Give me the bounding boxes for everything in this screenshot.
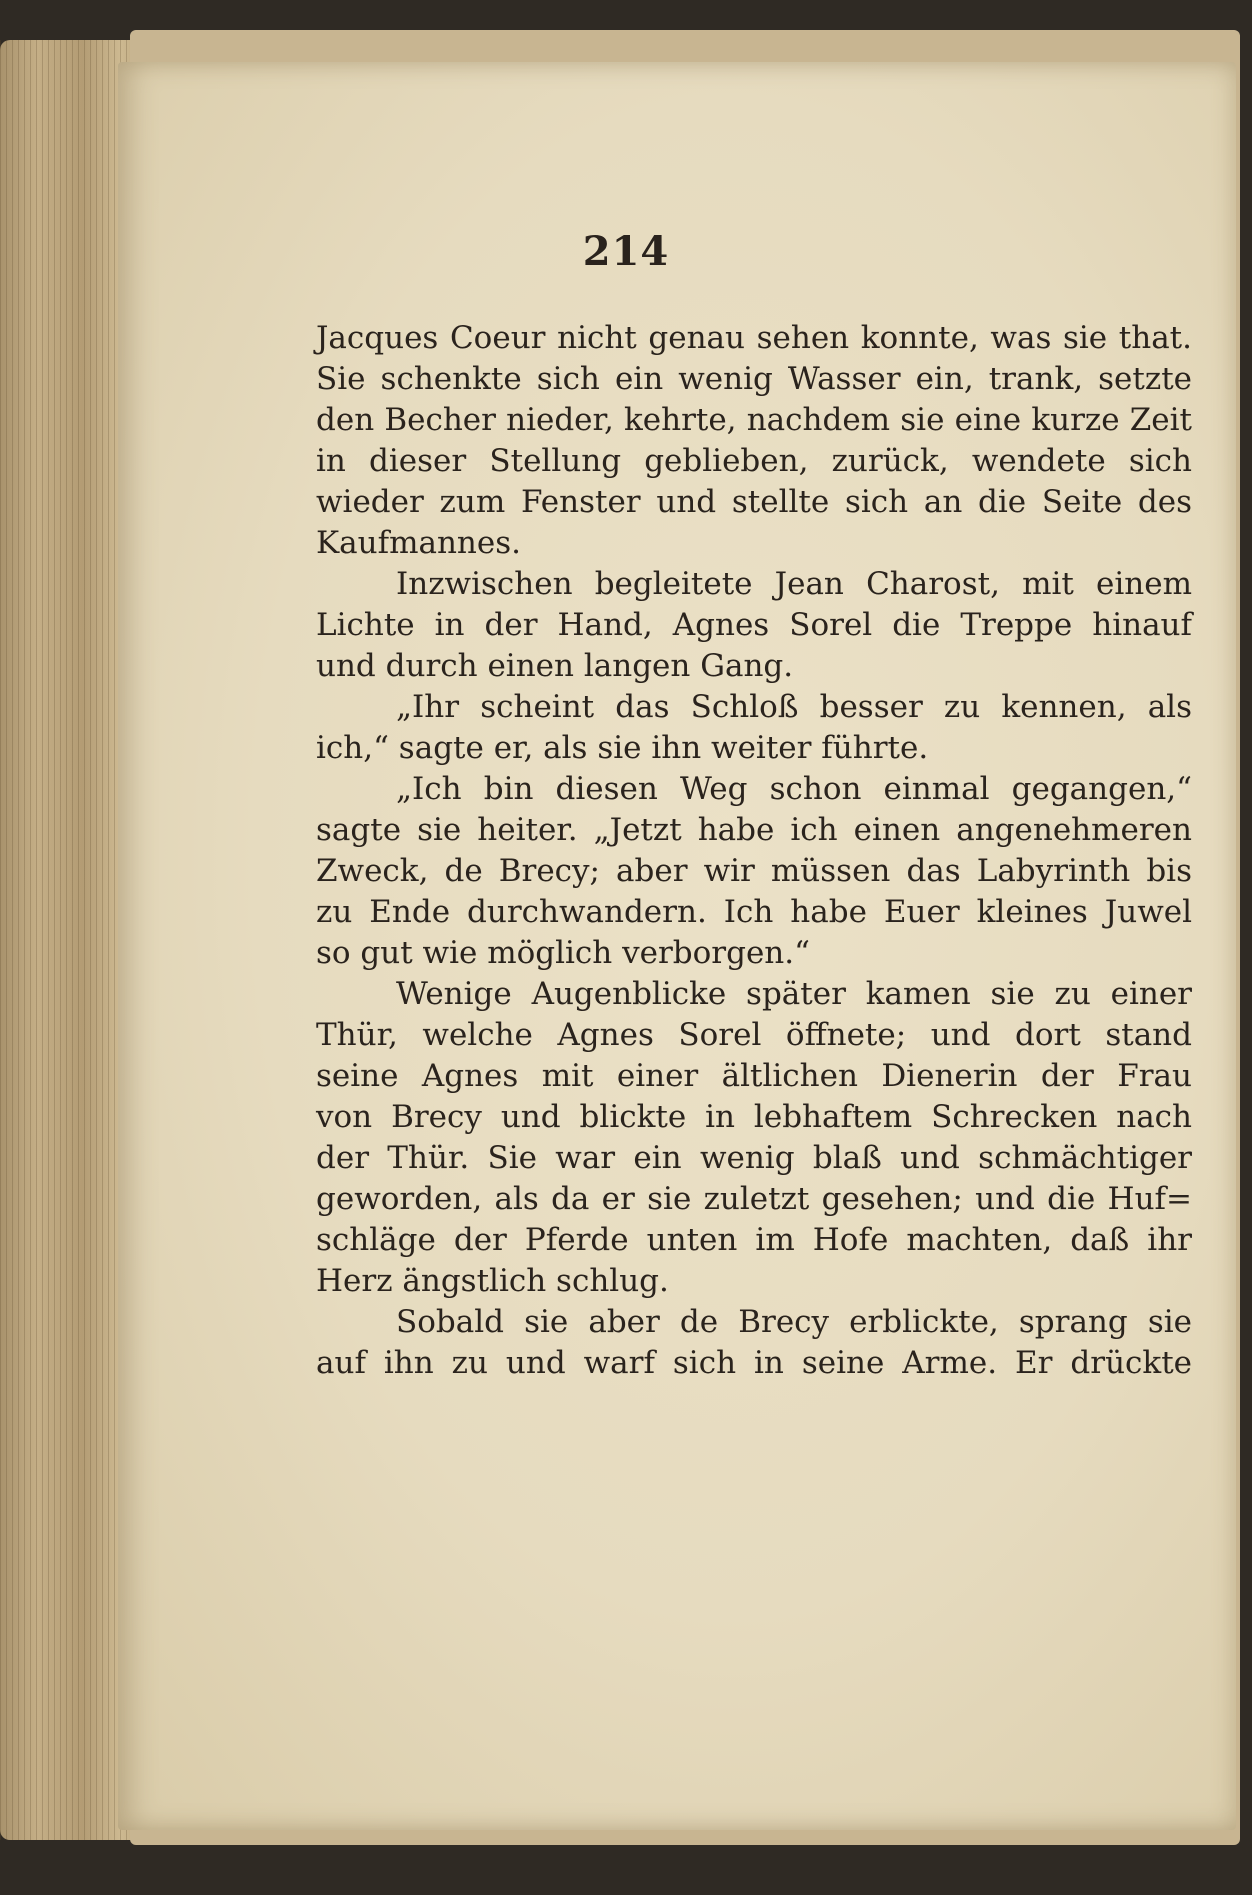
text-line: Inzwischen begleitete Jean Charost, mit einem [396, 566, 1192, 602]
text-line: auf ihn zu und warf sich in seine Arme. Er drückte [316, 1345, 1192, 1381]
page-text [316, 318, 1192, 1384]
text-line: Herz ängstlich schlug. [316, 1263, 669, 1299]
text-line: Thür, welche Agnes Sorel öffnete; und dort stand [316, 1017, 1192, 1053]
text-line: seine Agnes mit einer ältlichen Dienerin der Frau [316, 1058, 1192, 1094]
text-line: der Thür. Sie war ein wenig blaß und schmächtiger [316, 1140, 1192, 1176]
text-line: schläge der Pferde unten im Hofe machten, daß ihr [316, 1222, 1192, 1258]
text-line: Wenige Augenblicke später kamen sie zu einer [396, 976, 1192, 1012]
text-line: geworden, als da er sie zuletzt gesehen; und die Huf= [316, 1181, 1192, 1217]
page-number: 214 [582, 228, 670, 275]
text-line: Jacques Coeur nicht genau sehen konnte, was sie that. [316, 320, 1192, 356]
text-line: so gut wie möglich verborgen.“ [316, 935, 810, 971]
text-line: von Brecy und blickte in lebhaftem Schrecken nach [316, 1099, 1192, 1135]
text-line: Lichte in der Hand, Agnes Sorel die Treppe hinauf [316, 607, 1192, 643]
text-line: den Becher nieder, kehrte, nachdem sie eine kurze Zeit [316, 402, 1192, 438]
text-line: in dieser Stellung geblieben, zurück, wendete sich [316, 443, 1192, 479]
text-line: sagte sie heiter. „Jetzt habe ich einen angenehmeren [316, 812, 1192, 848]
text-line: „Ich bin diesen Weg schon einmal gegangen,“ [396, 771, 1192, 807]
text-line: wieder zum Fenster und stellte sich an die Seite des [316, 484, 1192, 520]
text-line: ich,“ sagte er, als sie ihn weiter führte. [316, 730, 929, 766]
text-line: „Ihr scheint das Schloß besser zu kennen, als [396, 689, 1192, 725]
text-line: Sobald sie aber de Brecy erblickte, sprang sie [396, 1304, 1192, 1340]
text-line: Sie schenkte sich ein wenig Wasser ein, trank, setzte [316, 361, 1192, 397]
text-line: Zweck, de Brecy; aber wir müssen das Labyrinth bis [316, 853, 1192, 889]
text-line: zu Ende durchwandern. Ich habe Euer kleines Juwel [316, 894, 1192, 930]
text-line: und durch einen langen Gang. [316, 648, 794, 684]
text-line: Kaufmannes. [316, 525, 521, 561]
